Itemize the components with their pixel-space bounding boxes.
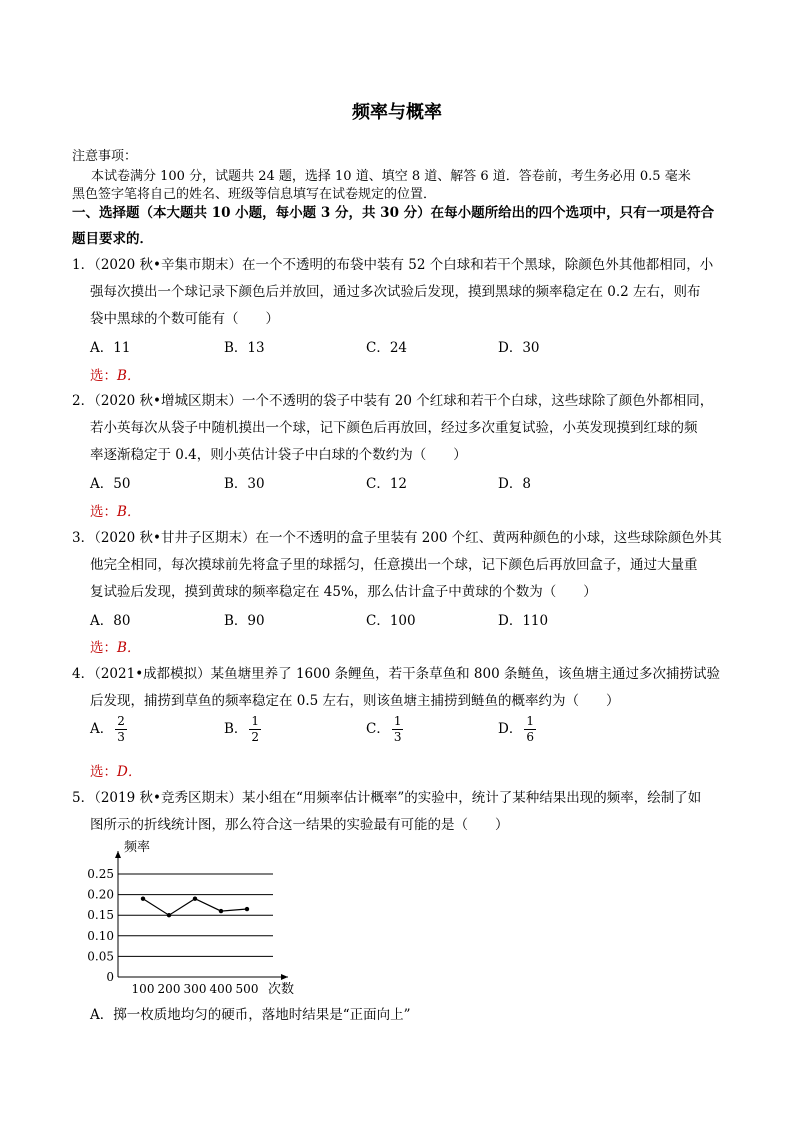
x-tick-label: 300	[183, 982, 207, 996]
option-label: A．	[90, 721, 114, 737]
notice-line: 本试卷满分 100 分，试题共 24 题，选择 10 道、填空 8 道、解答 6 道．答卷前，考生务必用 0.5 毫米	[91, 169, 691, 184]
section-heading: 题目要求的．	[72, 231, 153, 247]
y-tick-label: 0.25	[87, 867, 114, 881]
x-tick-label: 400	[209, 982, 233, 996]
question-text: 强每次摸出一个球记录下颜色后并放回，通过多次试验后发现，摸到黑球的频率稳定在 0.2 左右，则布	[90, 284, 701, 300]
x-axis-arrow	[281, 974, 288, 980]
numerator: 1	[526, 714, 534, 728]
fraction	[249, 714, 261, 745]
option-d	[498, 714, 536, 745]
answer-value: B．	[117, 640, 141, 656]
question-text: 若小英每次从袋子中随机摸出一个球，记下颜色后再放回，经过多次重复试验，小英发现摸到红球的频	[90, 420, 698, 436]
denominator: 3	[117, 730, 125, 744]
option-c	[366, 714, 403, 745]
question-text: 图所示的折线统计图，那么符合这一结果的实验最有可能的是（ ）	[90, 817, 509, 833]
question-text: 3．（2020 秋•甘井子区期末）在一个不透明的盒子里装有 200 个红、黄两种颜色的小球，这些球除颜色外其	[72, 530, 722, 546]
data-point	[219, 909, 223, 913]
question-text: 率逐渐稳定于 0.4，则小英估计袋子中白球的个数约为（ ）	[90, 447, 467, 463]
option-b: B．30	[224, 476, 265, 492]
data-point	[193, 897, 197, 901]
y-tick-label: 0.15	[87, 908, 114, 923]
x-tick-label: 200	[157, 982, 181, 996]
denominator: 6	[526, 730, 534, 744]
x-axis-label: 次数	[268, 982, 295, 997]
data-point	[141, 897, 145, 901]
option-c: C．100	[366, 613, 416, 629]
answer	[90, 760, 141, 780]
y-tick-label: 0.20	[87, 887, 114, 902]
question-text: 2．（2020 秋•增城区期末）一个不透明的袋子中装有 20 个红球和若干个白球，这些球除了颜色外都相同，	[72, 393, 714, 409]
answer-prefix: 选：	[90, 640, 117, 656]
y-tick-label: 0.10	[87, 928, 114, 943]
numerator: 1	[393, 714, 402, 728]
y-axis-label: 频率	[124, 840, 151, 855]
notice-line: 黑色签字笔将自己的姓名、班级等信息填写在试卷规定的位置．	[72, 187, 437, 202]
series-line	[143, 899, 247, 915]
data-point	[245, 907, 249, 911]
numerator: 2	[117, 714, 125, 728]
answer-prefix: 选：	[90, 368, 117, 384]
option-b: B．90	[224, 613, 265, 629]
option-a: A．50	[90, 476, 131, 492]
question-text: 袋中黑球的个数可能有（ ）	[90, 311, 279, 327]
option-label: C．	[366, 721, 390, 737]
answer	[90, 636, 140, 656]
y-tick-label: 0.05	[87, 949, 114, 964]
option-c: C．12	[366, 476, 408, 492]
page-title: 频率与概率	[352, 102, 442, 123]
option-d: D．8	[498, 476, 531, 492]
line-chart	[80, 835, 310, 1000]
option-label: B．	[224, 721, 248, 737]
option-a: A．80	[90, 613, 131, 629]
notice-heading: 注意事项：	[72, 149, 138, 164]
answer-value: B．	[117, 368, 141, 384]
option-c: C．24	[366, 340, 408, 356]
y-axis-arrow	[115, 851, 121, 858]
denominator: 3	[393, 730, 402, 744]
answer-value: D．	[117, 764, 142, 780]
option-b	[224, 714, 261, 745]
option-d: D．110	[498, 613, 549, 629]
question-text: 5．（2019 秋•竞秀区期末）某小组在“用频率估计概率”的实验中，统计了某种结果出现的频率，绘制了如	[72, 790, 702, 806]
numerator: 1	[251, 714, 260, 728]
x-tick-label: 500	[235, 982, 259, 996]
answer	[90, 500, 140, 520]
question-text: 他完全相同，每次摸球前先将盒子里的球摇匀，任意摸出一个球，记下颜色后再放回盒子，通过大量重	[90, 557, 698, 573]
option-a	[90, 714, 127, 745]
option-d: D．30	[498, 340, 540, 356]
data-point	[167, 913, 171, 917]
fraction	[392, 714, 404, 745]
answer-prefix: 选：	[90, 764, 117, 780]
question-text: 复试验后发现，摸到黄球的频率稳定在 45%，那么估计盒子中黄球的个数为（ ）	[90, 584, 597, 600]
denominator: 2	[251, 730, 260, 744]
question-text: 4．（2021•成都模拟）某鱼塘里养了 1600 条鲤鱼，若干条草鱼和 800 条鲢鱼，该鱼塘主通过多次捕捞试验	[72, 666, 720, 682]
y-tick-label: 0	[106, 970, 114, 984]
option-a: A．掷一枚质地均匀的硬币，落地时结果是“正面向上”	[90, 1007, 411, 1023]
option-a: A．11	[90, 340, 131, 356]
fraction	[115, 714, 127, 745]
question-text: 1．（2020 秋•辛集市期末）在一个不透明的布袋中装有 52 个白球和若干个黑球，除颜色外其他都相同，小	[72, 257, 714, 273]
answer-value: B．	[117, 504, 141, 520]
question-text: 后发现，捕捞到草鱼的频率稳定在 0.5 左右，则该鱼塘主捕捞到鲢鱼的概率约为（ ）	[90, 693, 620, 709]
x-tick-label: 100	[131, 982, 155, 996]
section-heading: 一、选择题（本大题共 10 小题，每小题 3 分，共 30 分）在每小题所给出的四个选项中，只有一项是符合	[72, 205, 715, 221]
fraction	[524, 714, 536, 745]
answer	[90, 364, 140, 384]
option-label: D．	[498, 721, 523, 737]
answer-prefix: 选：	[90, 504, 117, 520]
option-b: B．13	[224, 340, 265, 356]
